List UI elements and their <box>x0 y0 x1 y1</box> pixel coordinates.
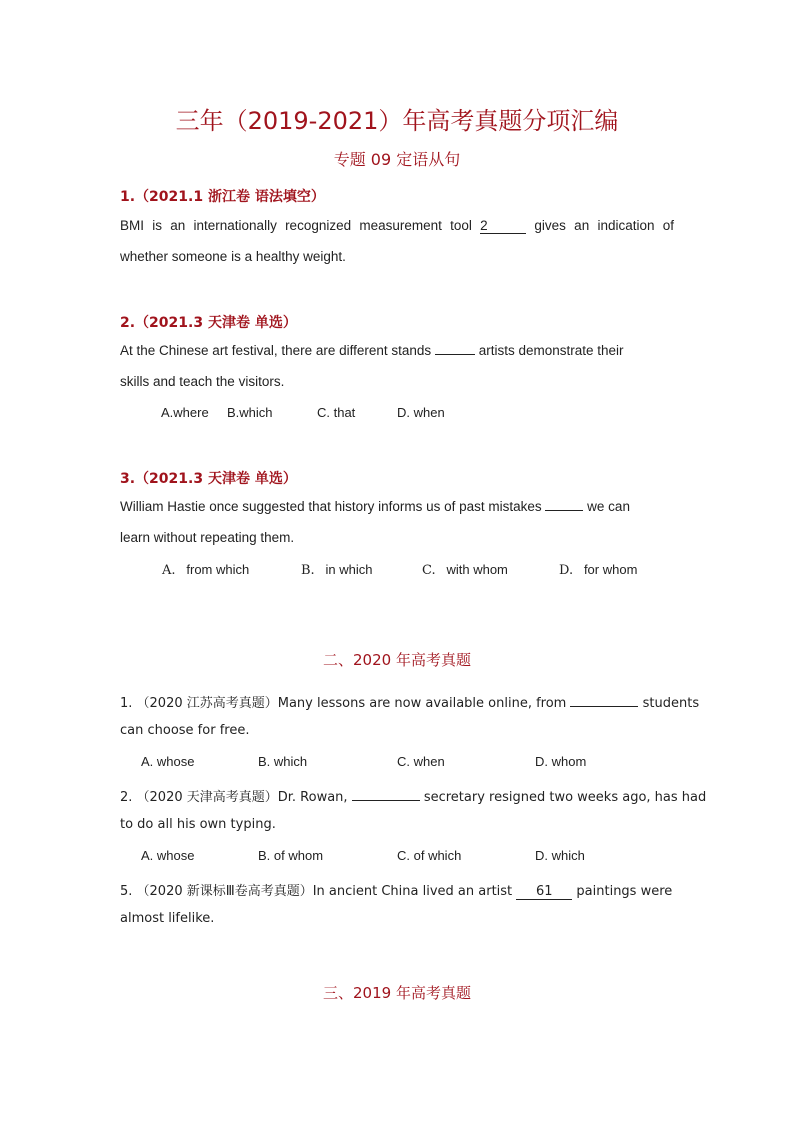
question-2-option-b: B.which <box>227 405 273 420</box>
question-2020-1-line-1: 1. （2020 江苏高考真题）Many lessons are now available online, from students <box>120 696 700 711</box>
section-2020-heading: 二、2020 年高考真题 <box>323 651 471 669</box>
question-2-option-c: C. that <box>317 405 356 420</box>
question-2-options <box>0 405 794 423</box>
question-2020-1-option-d: D. whom <box>535 754 587 769</box>
question-2-option-a: A.where <box>161 405 209 420</box>
document-title: 三年（2019-2021）年高考真题分项汇编 <box>175 107 619 135</box>
document-subtitle: 专题 09 定语从句 <box>333 150 461 169</box>
question-2020-1-option-b: B. which <box>258 754 308 769</box>
question-2020-5-line-1: 5. （2020 新课标Ⅲ卷高考真题）In ancient China lived an artist 61 paintings were <box>120 884 673 899</box>
question-2020-2-option-c: C. of which <box>397 848 462 863</box>
question-2020-5-line-2: almost lifelike. <box>120 911 215 926</box>
question-3-line-2: learn without repeating them. <box>120 530 295 545</box>
question-3-text-pre: William Hastie once suggested that history informs us of past mistakes <box>120 499 546 514</box>
question-3-option-c: C. with whom <box>422 562 508 578</box>
question-2-text-post: artists demonstrate their <box>474 343 624 358</box>
question-2020-1-line-2: can choose for free. <box>120 723 250 738</box>
question-1-line-1 <box>120 218 674 234</box>
question-3-text-post: we can <box>583 499 630 514</box>
question-3-heading: 3.（2021.3 天津卷 单选） <box>120 471 297 487</box>
question-2020-2-line-2: to do all his own typing. <box>120 817 276 832</box>
question-3-option-b: B. in which <box>301 562 373 578</box>
question-3-blank <box>545 510 583 511</box>
question-2020-2-blank <box>352 800 420 801</box>
question-3-option-a: A. from which <box>162 562 250 578</box>
question-2020-2-option-a: A. whose <box>141 848 195 863</box>
question-3-options <box>0 562 794 580</box>
question-1-text-pre: BMI is an internationally recognized measurement tool <box>120 218 481 233</box>
question-2020-1-options <box>0 754 794 772</box>
question-2020-1-option-c: C. when <box>397 754 445 769</box>
question-1-blank: 2 <box>480 219 526 234</box>
question-2020-1-option-a: A. whose <box>141 754 195 769</box>
question-2-line-2: skills and teach the visitors. <box>120 374 285 389</box>
question-2020-2-option-d: D. which <box>535 848 585 863</box>
question-1-heading: 1.（2021.1 浙江卷 语法填空） <box>120 189 325 205</box>
question-3-line-1 <box>120 499 680 514</box>
question-2020-2-option-b: B. of whom <box>258 848 324 863</box>
question-2-option-d: D. when <box>397 405 445 420</box>
section-2019-heading: 三、2019 年高考真题 <box>323 984 471 1002</box>
question-2-blank <box>435 354 475 355</box>
question-2-line-1 <box>120 343 660 358</box>
question-2020-2-options <box>0 848 794 866</box>
question-1-text-post: gives an indication of <box>526 218 674 233</box>
question-3-option-d: D. for whom <box>559 562 638 578</box>
question-2-heading: 2.（2021.3 天津卷 单选） <box>120 315 297 331</box>
question-2020-1-blank <box>570 706 638 707</box>
question-2020-2-line-1: 2. （2020 天津高考真题）Dr. Rowan, secretary resigned two weeks ago, has had <box>120 790 707 805</box>
question-1-line-2: whether someone is a healthy weight. <box>120 249 346 264</box>
question-2020-5-blank: 61 <box>516 885 572 900</box>
question-2-text-pre: At the Chinese art festival, there are different stands <box>120 343 435 358</box>
